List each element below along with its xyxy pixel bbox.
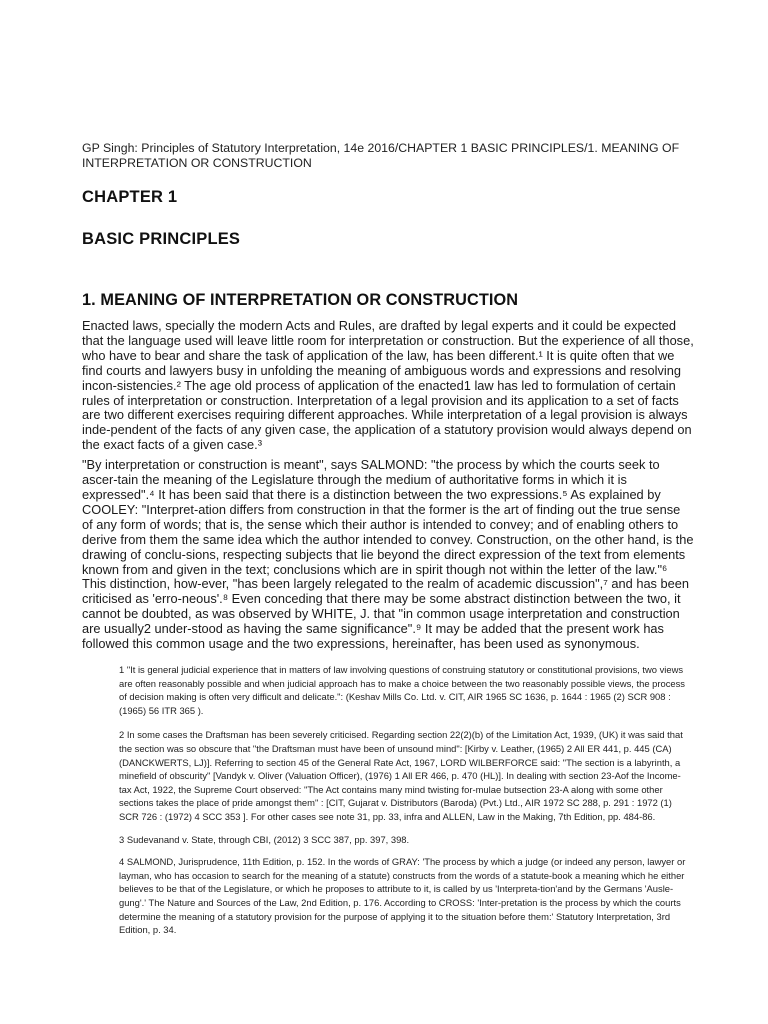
paragraph: "By interpretation or construction is meant", says SALMOND: "the process by which the courts seek to ascer-tain the meaning of the Legislature through the medium of authoritative forms in which it is expressed".⁴ It has been said that there is a distinction between the two expressions.⁵ As explained by COOLEY: "Interpret-ation differs from construction in that the former is the art of finding out the true sense of any form of words; that is, the sense which their author is intended to convey; and of enabling others to derive from them the same idea which the author intended to convey. Construction, on the other hand, is the drawing of conclu-sions, respecting subjects that lie beyond the direct expression of the text from elements known from and given in the text; conclusions which are in spirit though not within the letter of the law."⁶ This distinction, how-ever, "has been largely relegated to the realm of academic discussion",⁷ and has been criticised as 'erro-neous'.⁸ Even conceding that there may be some abstract distinction between the two, it cannot be doubted, as was observed by WHITE, J. that "in common usage interpretation and construction are usually2 under-stood as having the same significance".⁹ It may be added that the present work has followed this common usage and the two expressions, hereinafter, has been used as synonymous. bbox=[82, 457, 694, 652]
paragraph: Enacted laws, specially the modern Acts and Rules, are drafted by legal experts and it could be expected that the language used will leave little room for interpretation or construction. But the experience of all those, who have to bear and share the task of application of the law, has been different.¹ It is quite often that we find courts and lawyers busy in unfolding the meaning of ambiguous words and expressions and resolving incon-sistencies.² The age old process of application of the enacted1 law has led to formulation of certain rules of interpretation or construction. Interpretation of a legal provision and its application to a set of facts are two different exercises requiring different approaches. While interpretation of a legal provision is always inde-pendent of the facts of any given case, the application of a statutory provision would always depend on the exact facts of a given case.³ bbox=[82, 318, 694, 453]
footnote: 4 SALMOND, Jurisprudence, 11th Edition, p. 152. In the words of GRAY: 'The process by which a judge (or indeed any person, lawyer or layman, who has occasion to search for the meaning of a statute) constructs from the words of a statute-book a meaning which he either believes to be that of the Legislature, or which he proposes to attribute to it, is called by us 'Interpreta-tion'and by the Germans 'Ausle-gung'.' The Nature and Sources of the Law, 2nd Edition, p. 176. According to CROSS: 'Inter-pretation is the process by which the courts determine the meaning of a statutory provision for the purpose of applying it to the situation before them:' Statutory Interpretation, 3rd Edition, p. 34. bbox=[119, 856, 686, 936]
footnote: 2 In some cases the Draftsman has been severely criticised. Regarding section 22(2)(b) of the Limitation Act, 1939, (UK) it was said that the section was so obscure that "the Draftsman must have been of unsound mind": [Kirby v. Leather, (1965) 2 All ER 441, p. 445 (CA) (DANCKWERTS, LJ)]. Referring to section 45 of the General Rate Act, 1967, LORD WILBERFORCE said: "The section is a labyrinth, a minefield of obscurity" [Vandyk v. Oliver (Valuation Officer), (1976) 1 All ER 466, p. 470 (HL)]. In dealing with section 23-Aof the Income-tax Act, 1922, the Supreme Court observed: "The Act contains many mind twisting for-mulae butsection 23-A along with some other sections takes the place of pride amongst them" : [CIT, Gujarat v. Distributors (Baroda) (Pvt.) Ltd., AIR 1972 SC 288, p. 291 : 1972 (1) SCR 726 : (1972) 4 SCC 353 ]. For other cases see note 31, pp. 33, infra and ALLEN, Law in the Making, 7th Edition, pp. 484-86. bbox=[119, 729, 683, 822]
chapter-title: BASIC PRINCIPLES bbox=[82, 230, 241, 248]
footnote: 3 Sudevanand v. State, through CBI, (2012) 3 SCC 387, pp. 397, 398. bbox=[119, 833, 410, 845]
footnotes bbox=[119, 663, 689, 946]
footnote: 1 "It is general judicial experience that in matters of law involving questions of construing statutory or constitutional provisions, two views are often reasonably possible and when judicial approach has to make a choice between the two reasonably possible views, the process of decision making is often very difficult and delicate.": (Keshav Mills Co. Ltd. v. CIT, AIR 1965 SC 1636, p. 1644 : 1965 (2) SCR 908 : (1965) 56 ITR 365 ). bbox=[119, 664, 685, 716]
section-heading: 1. MEANING OF INTERPRETATION OR CONSTRUCTION bbox=[82, 291, 519, 309]
body-text bbox=[82, 319, 694, 656]
running-head: GP Singh: Principles of Statutory Interpretation, 14e 2016/CHAPTER 1 BASIC PRINCIPLES/1. MEANING OF INTERPRETATION OR CONSTRUCTION bbox=[82, 141, 680, 170]
chapter-heading: CHAPTER 1 bbox=[82, 188, 178, 206]
